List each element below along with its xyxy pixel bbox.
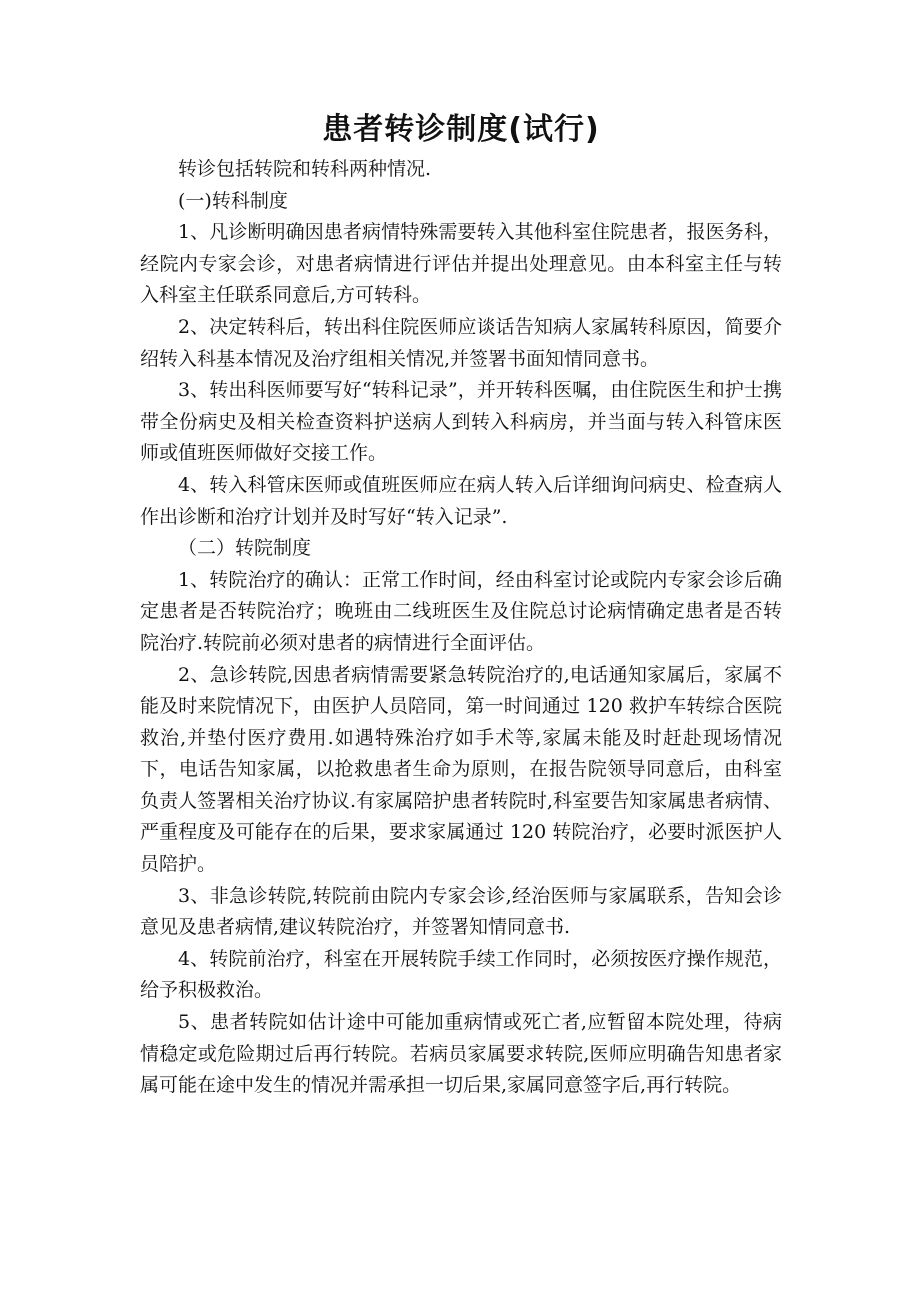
- section-heading-department-transfer: (一)转科制度: [178, 189, 288, 212]
- document-page: [140, 108, 782, 1102]
- department-transfer-item-4: 4、转入科管床医师或值班医师应在病人转入后详细询问病史、检查病人作出诊断和治疗计划并及时写好“转入记录”.: [140, 473, 782, 528]
- hospital-transfer-item-3: 3、非急诊转院,转院前由院内专家会诊,经治医师与家属联系，告知会诊意见及患者病情,建议转院治疗，并签署知情同意书.: [140, 884, 782, 939]
- hospital-transfer-item-5: 5、患者转院如估计途中可能加重病情或死亡者,应暂留本院处理，待病情稳定或危险期过后再行转院。若病员家属要求转院,医师应明确告知患者家属可能在途中发生的情况并需承担一切后果,家属同意签字后,再行转院。: [140, 1011, 782, 1097]
- department-transfer-item-2: 2、决定转科后，转出科住院医师应谈话告知病人家属转科原因，简要介绍转入科基本情况及治疗组相关情况,并签署书面知情同意书。: [140, 315, 782, 370]
- hospital-transfer-item-4: 4、转院前治疗，科室在开展转院手续工作同时，必须按医疗操作规范，给予积极救治。: [140, 947, 782, 1002]
- hospital-transfer-item-1: 1、转院治疗的确认：正常工作时间，经由科室讨论或院内专家会诊后确定患者是否转院治疗；晚班由二线班医生及住院总讨论病情确定患者是否转院治疗.转院前必须对患者的病情进行全面评估。: [140, 568, 782, 654]
- department-transfer-item-3: 3、转出科医师要写好“转科记录”，并开转科医嘱，由住院医生和护士携带全份病史及相关检查资料护送病人到转入科病房，并当面与转入科管床医师或值班医师做好交接工作。: [140, 379, 782, 465]
- department-transfer-item-1: 1、凡诊断明确因患者病情特殊需要转入其他科室住院患者，报医务科，经院内专家会诊，对患者病情进行评估并提出处理意见。由本科室主任与转入科室主任联系同意后,方可转科。: [140, 221, 782, 307]
- section-heading-hospital-transfer: （二）转院制度: [178, 537, 312, 560]
- document-title: 患者转诊制度(试行): [322, 112, 600, 147]
- intro-paragraph: 转诊包括转院和转科两种情况.: [178, 158, 432, 180]
- hospital-transfer-item-2: 2、急诊转院,因患者病情需要紧急转院治疗的,电话通知家属后，家属不能及时来院情况下，由医护人员陪同，第一时间通过 120 救护车转综合医院救治,并垫付医疗费用.如遇特殊治疗如手术等,家属未能及时赶赴现场情况下，电话告知家属，以抢救患者生命为原则，在报告院领导同意后，由科室负责人签署相关治疗协议.有家属陪护患者转院时,科室要告知家属患者病情、严重程度及可能存在的后果，要求家属通过 120 转院治疗，必要时派医护人员陪护。: [140, 663, 782, 876]
